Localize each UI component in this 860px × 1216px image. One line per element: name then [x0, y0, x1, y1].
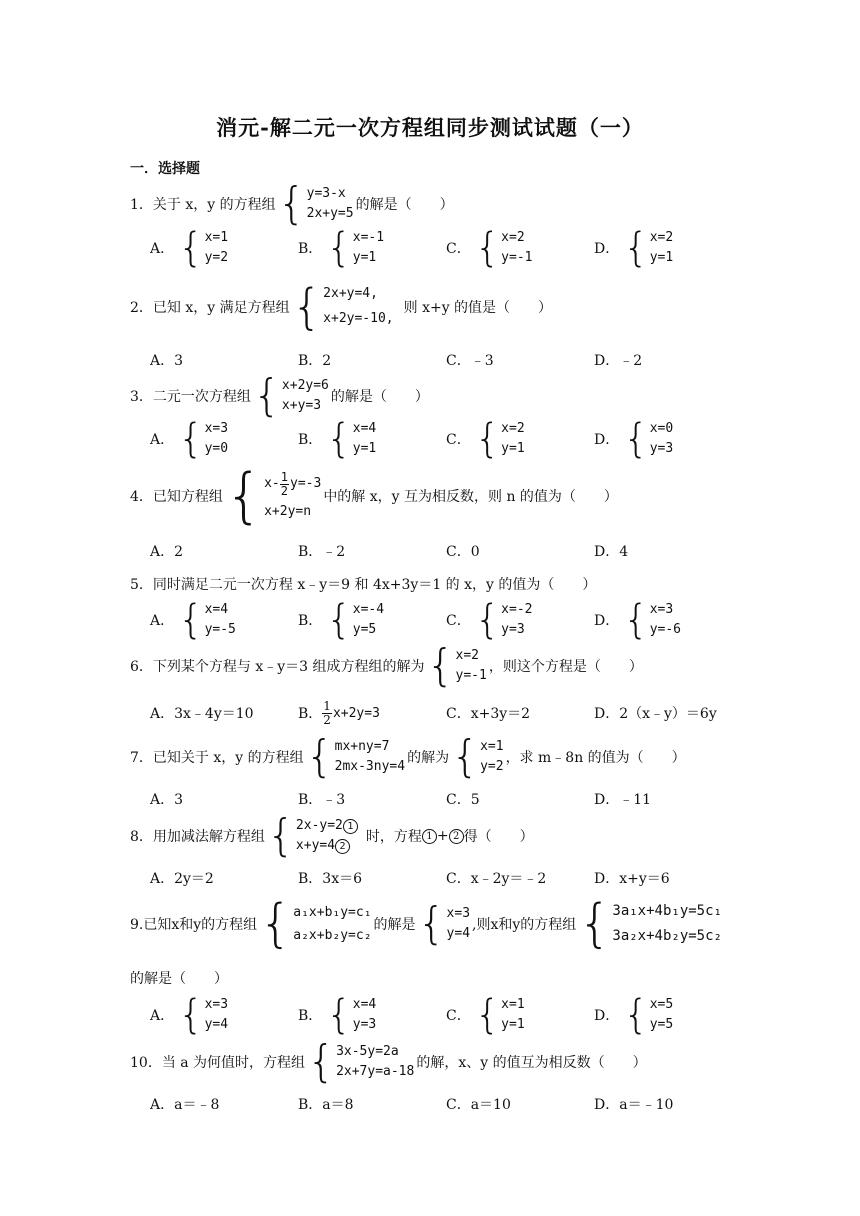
option-c[interactable]: C．0 [446, 544, 480, 560]
option-b[interactable]: B．﹣2 [298, 544, 346, 560]
option-d[interactable]: D．﹣2 [594, 353, 643, 369]
option-a[interactable]: A．2 [150, 544, 184, 560]
question-5-options [150, 597, 750, 644]
option-a[interactable]: A．a＝﹣8 [150, 1097, 220, 1113]
option-c[interactable]: C． { x=-2 y=3 [446, 597, 533, 644]
option-b[interactable]: B． { x=-1 y=1 [298, 225, 385, 272]
option-c[interactable]: C． { x=2 y=1 [446, 416, 525, 463]
equation-system: { 2x-y=2 1 x+y=4 2 [267, 814, 358, 858]
option-a[interactable]: A． { x=1 y=2 [150, 225, 229, 272]
question-2-options [150, 350, 750, 370]
option-d[interactable]: D． { x=3 y=-6 [594, 597, 681, 644]
question-4-options [150, 541, 750, 561]
question-9 [130, 894, 724, 954]
equation-line: y=3-x [306, 185, 346, 201]
equation-system: { 3x-5y=2a 2x+7y=a-18 [307, 1036, 415, 1087]
option-c[interactable]: C． { x=2 y=-1 [446, 225, 533, 272]
question-7-stem: 7．已知关于 x，y 的方程组 [130, 750, 304, 766]
question-7-mid: 的解为 [407, 750, 450, 766]
option-a[interactable]: A． { x=3 y=4 [150, 992, 229, 1039]
question-9-mid: 的解是 [373, 917, 416, 933]
option-c[interactable]: C． { x=1 y=1 [446, 992, 525, 1039]
question-1-options [150, 225, 750, 272]
question-9-stem: 9.已知x和y的方程组 [130, 917, 258, 933]
equation-system: { x=2 y=-1 [426, 640, 487, 691]
question-3 [130, 370, 429, 421]
question-6-tail: ，则这个方程是（ ） [488, 659, 643, 675]
question-8 [130, 810, 534, 861]
option-a[interactable]: A．3x﹣4y＝10 [150, 706, 254, 723]
question-3-stem: 3．二元一次方程组 [130, 389, 251, 405]
question-6-options [150, 700, 750, 726]
option-b[interactable]: B． { x=4 y=3 [298, 992, 377, 1039]
question-6 [130, 640, 643, 691]
circled-1: 1 [422, 829, 437, 844]
option-a[interactable]: A．3 [150, 353, 184, 369]
option-b[interactable]: B． { x=-4 y=5 [298, 597, 385, 644]
option-d[interactable]: D． { x=2 y=1 [594, 225, 674, 272]
option-b[interactable]: B．a＝8 [298, 1097, 354, 1113]
question-8-tail: 得（ ） [463, 829, 534, 845]
option-d[interactable]: D．a＝﹣10 [594, 1097, 674, 1113]
circled-2: 2 [449, 829, 464, 844]
option-c[interactable]: C．a＝10 [446, 1097, 511, 1113]
question-8-stem: 8．用加减法解方程组 [130, 829, 265, 845]
option-c[interactable]: C．x+3y＝2 [446, 706, 531, 723]
option-a[interactable]: A． { x=3 y=0 [150, 416, 229, 463]
question-7-tail: ，求 m﹣8n 的值为（ ） [505, 750, 686, 766]
section-heading: 一．选择题 [130, 161, 200, 177]
question-4-tail: 中的解 x，y 互为相反数，则 n 的值为（ ） [323, 489, 618, 505]
equation-system: { a₁x+b₁y=c₁ a₂x+b₂y=c₂ [259, 894, 372, 954]
equation-system: { y=3-x 2x+y=5 [277, 178, 354, 229]
question-3-options [150, 416, 750, 463]
equation-system: { x+2y=6 x+y=3 [252, 370, 329, 421]
question-1 [130, 178, 454, 229]
question-7-options [150, 789, 750, 809]
option-b[interactable]: B．2 [298, 353, 332, 369]
option-d[interactable]: D．﹣11 [594, 792, 652, 808]
question-2-tail: 则 x+y 的值是（ ） [403, 299, 553, 316]
equation-system: { mx+ny=7 2mx-3ny=4 [305, 731, 406, 782]
equation-system: { 2x+y=4, x+2y=-10, [291, 278, 394, 335]
equation-system: { x- $\frac{1}{2}$ y=-3 x+2y=n [224, 461, 322, 531]
question-1-tail: 的解是（ ） [355, 197, 454, 213]
option-c[interactable]: C．﹣3 [446, 353, 494, 369]
solution-system: { x=1 y=2 [451, 731, 504, 782]
equation-system-2: { 3a₁x+4b₁y=5c₁ 3a₂x+4b₂y=5c₂ [578, 894, 722, 954]
question-4 [130, 461, 618, 531]
question-9-options [150, 992, 750, 1039]
question-10-tail: 的解，x、y 的值互为相反数（ ） [416, 1055, 647, 1071]
question-9-tail: 的解是（ ） [130, 971, 228, 987]
question-6-stem: 6．下列某个方程与 x﹣y＝3 组成方程组的解为 [130, 659, 425, 675]
question-8-options [150, 868, 750, 888]
question-5: 5．同时满足二元一次方程 x﹣y＝9 和 4x+3y＝1 的 x，y 的值为（ ） [130, 577, 597, 593]
question-2-stem: 2．已知 x，y 满足方程组 [130, 299, 290, 316]
question-1-stem: 1．关于 x，y 的方程组 [130, 197, 276, 213]
option-d[interactable]: D． { x=5 y=5 [594, 992, 674, 1039]
question-9-mid2: ,则x和y的方程组 [472, 917, 577, 933]
option-d[interactable]: D．2（x﹣y）＝6y [594, 706, 717, 723]
question-10 [130, 1036, 647, 1087]
question-2 [130, 278, 553, 335]
solution-system: { x=3 y=4 [417, 898, 471, 949]
question-4-stem: 4．已知方程组 [130, 489, 223, 505]
option-d[interactable]: D．x+y＝6 [594, 871, 670, 887]
option-a[interactable]: A．2y＝2 [150, 871, 214, 887]
page-title: 消元-解二元一次方程组同步测试试题（一） [216, 115, 644, 140]
option-a[interactable]: A． { x=4 y=-5 [150, 597, 236, 644]
question-3-tail: 的解是（ ） [330, 389, 429, 405]
question-10-stem: 10．当 a 为何值时，方程组 [130, 1055, 306, 1071]
option-b[interactable]: B． $\frac{1}{2}$ x+2y=3 [298, 699, 380, 727]
option-b[interactable]: B．3x＝6 [298, 871, 362, 887]
option-d[interactable]: D．4 [594, 544, 629, 560]
question-8-text: 时，方程 [365, 829, 422, 845]
option-b[interactable]: B． { x=4 y=1 [298, 416, 377, 463]
plus-sign: + [436, 828, 449, 844]
question-10-options [150, 1094, 750, 1114]
question-7 [130, 731, 686, 782]
option-a[interactable]: A．3 [150, 792, 184, 808]
equation-line: 2x+y=5 [306, 206, 354, 221]
option-c[interactable]: C．x﹣2y＝﹣2 [446, 871, 547, 887]
option-d[interactable]: D． { x=0 y=3 [594, 416, 674, 463]
option-c[interactable]: C．5 [446, 792, 480, 808]
option-b[interactable]: B．﹣3 [298, 792, 346, 808]
